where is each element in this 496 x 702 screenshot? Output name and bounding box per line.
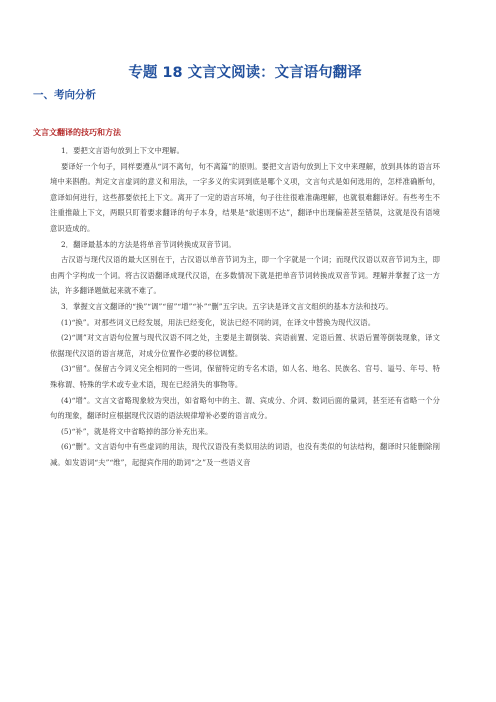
paragraph-5: 3．掌握文言文翻译的“换”“调”“留”“增”“补”“删”五字诀。五字诀是译文言文组织的基本方法和技巧。 (60, 301, 393, 311)
paragraph-8: (3)“留”。保留古今词义完全相同的一些词，保留特定的专名术语，如人名、地名、民族名、官号、谥号、年号、特殊称谓、特殊的学术或专业术语，现在已经消失的事物等。 (50, 364, 440, 389)
document-title: 专题 18 文言文阅读：文言语句翻译 (128, 65, 362, 81)
paragraph-2: 要译好一个句子，同样要遵从“词不离句，句不离篇”的原则。要把文言语句放到上下文中来理解，放到具体的语言环境中来斟酌。判定文言虚词的意义和用法，一字多义的实词到底是哪个义项，文言句式是如何选用的，怎样准确断句，意译如何进行，这些都要依托上下文。离开了一定的语言环境，句子往往很难准确理解，也就很难翻译好。有些考生不注重推敲上下文，两眼只盯着要求翻译的句子本身，结果是“欲速则不达”，翻译中出现偏差甚至错误，这就是没有语境意识造成的。 (50, 161, 440, 233)
paragraph-7: (2)“调”对文言语句位置与现代汉语不同之处，主要是主谓倒装、宾语前置、定语后置、状语后置等倒装现象，译文依据现代汉语的语言规范，对成分位置作必要的移位调整。 (50, 333, 440, 358)
paragraph-4: 古汉语与现代汉语的最大区别在于，古汉语以单音节词为主，即一个字就是一个词；而现代汉语以双音节词为主，即由两个字构成一个词。将古汉语翻译成现代汉语，在多数情况下就是把单音节词转换成双音节词。理解并掌握了这一方法，许多翻译题做起来就不难了。 (50, 255, 440, 296)
paragraph-6: (1)“换”。对那些词义已经发展，用法已经变化，说法已经不同的词，在译文中替换为现代汉语。 (60, 317, 376, 327)
paragraph-1: 1．要把文言语句放到上下文中理解。 (60, 146, 185, 155)
paragraph-11: (6)“删”。文言语句中有些虚词的用法，现代汉语没有类似用法的词语，也没有类似的句法结构，翻译时只能删除削减。如发语词“夫”“维”，起提宾作用的助词“之”及一些语义音 (50, 442, 440, 467)
subsection-heading: 文言文翻译的技巧和方法 (33, 127, 121, 137)
paragraph-3: 2．翻译最基本的方法是将单音节词转换成双音节词。 (60, 239, 236, 249)
section-heading: 一、考向分析 (33, 89, 96, 101)
paragraph-9: (4)“增”。文言文省略现象较为突出，如省略句中的主、谓、宾成分、介词、数词后面的量词，甚至还有省略一个分句的现象，翻译时应根据现代汉语的语法规律增补必要的语言成分。 (50, 395, 440, 421)
paragraph-10: (5)“补”，就是将文中省略掉的部分补充出来。 (60, 426, 213, 436)
